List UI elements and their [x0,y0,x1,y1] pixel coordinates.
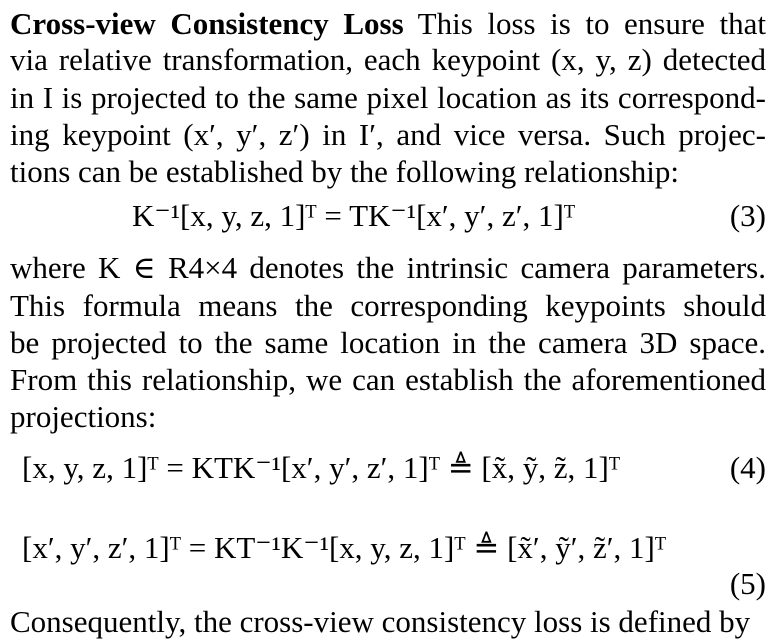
equation-number: (3) [729,198,766,233]
paragraph2-line-1: where K ∈ R4×4 denotes the intrinsic camera parameters. [10,250,766,285]
equation-body: [x, y, z, 1]ᵀ = KTK⁻¹[x′, y′, z′, 1]ᵀ ≜ [x̃, ỹ, z̃, 1]ᵀ [22,450,621,485]
paragraph-line-3: in I is projected to the same pixel location as its correspond- [10,80,766,115]
paragraph-line-5: tions can be established by the following relationship: [10,154,679,189]
paragraph2-line-2: This formula means the corresponding keypoints should [10,288,766,323]
equation-body: [x′, y′, z′, 1]ᵀ = KT⁻¹K⁻¹[x, y, z, 1]ᵀ ≜ [x̃′, ỹ′, z̃′, 1]ᵀ [22,530,667,565]
equation-body: K⁻¹[x, y, z, 1]ᵀ = TK⁻¹[x′, y′, z′, 1]ᵀ [132,198,576,233]
equation-3 [0,196,774,236]
equation-number: (5) [729,566,766,601]
paragraph-line-4: ing keypoint (x′, y′, z′) in I′, and vice versa. Such projec- [10,117,766,152]
equation-number: (4) [729,450,766,485]
paragraph2-line-4: From this relationship, we can establish the aforementioned [10,362,766,397]
paragraph2-line-3: be projected to the same location in the camera 3D space. [10,325,766,360]
paragraph-line-2: via relative transformation, each keypoint (x, y, z) detected [10,42,766,77]
section-heading: Cross-view Consistency Loss [10,6,404,41]
equation-5 [0,528,774,568]
equation-4 [0,448,774,488]
equation-5-number-row [0,566,774,602]
paragraph-text: This loss is to ensure that [403,6,766,41]
paragraph2-line-5: projections: [10,399,157,434]
paragraph-line-1 [10,6,766,42]
paragraph3-line-1: Consequently, the cross-view consistency loss is defined by [10,604,751,639]
